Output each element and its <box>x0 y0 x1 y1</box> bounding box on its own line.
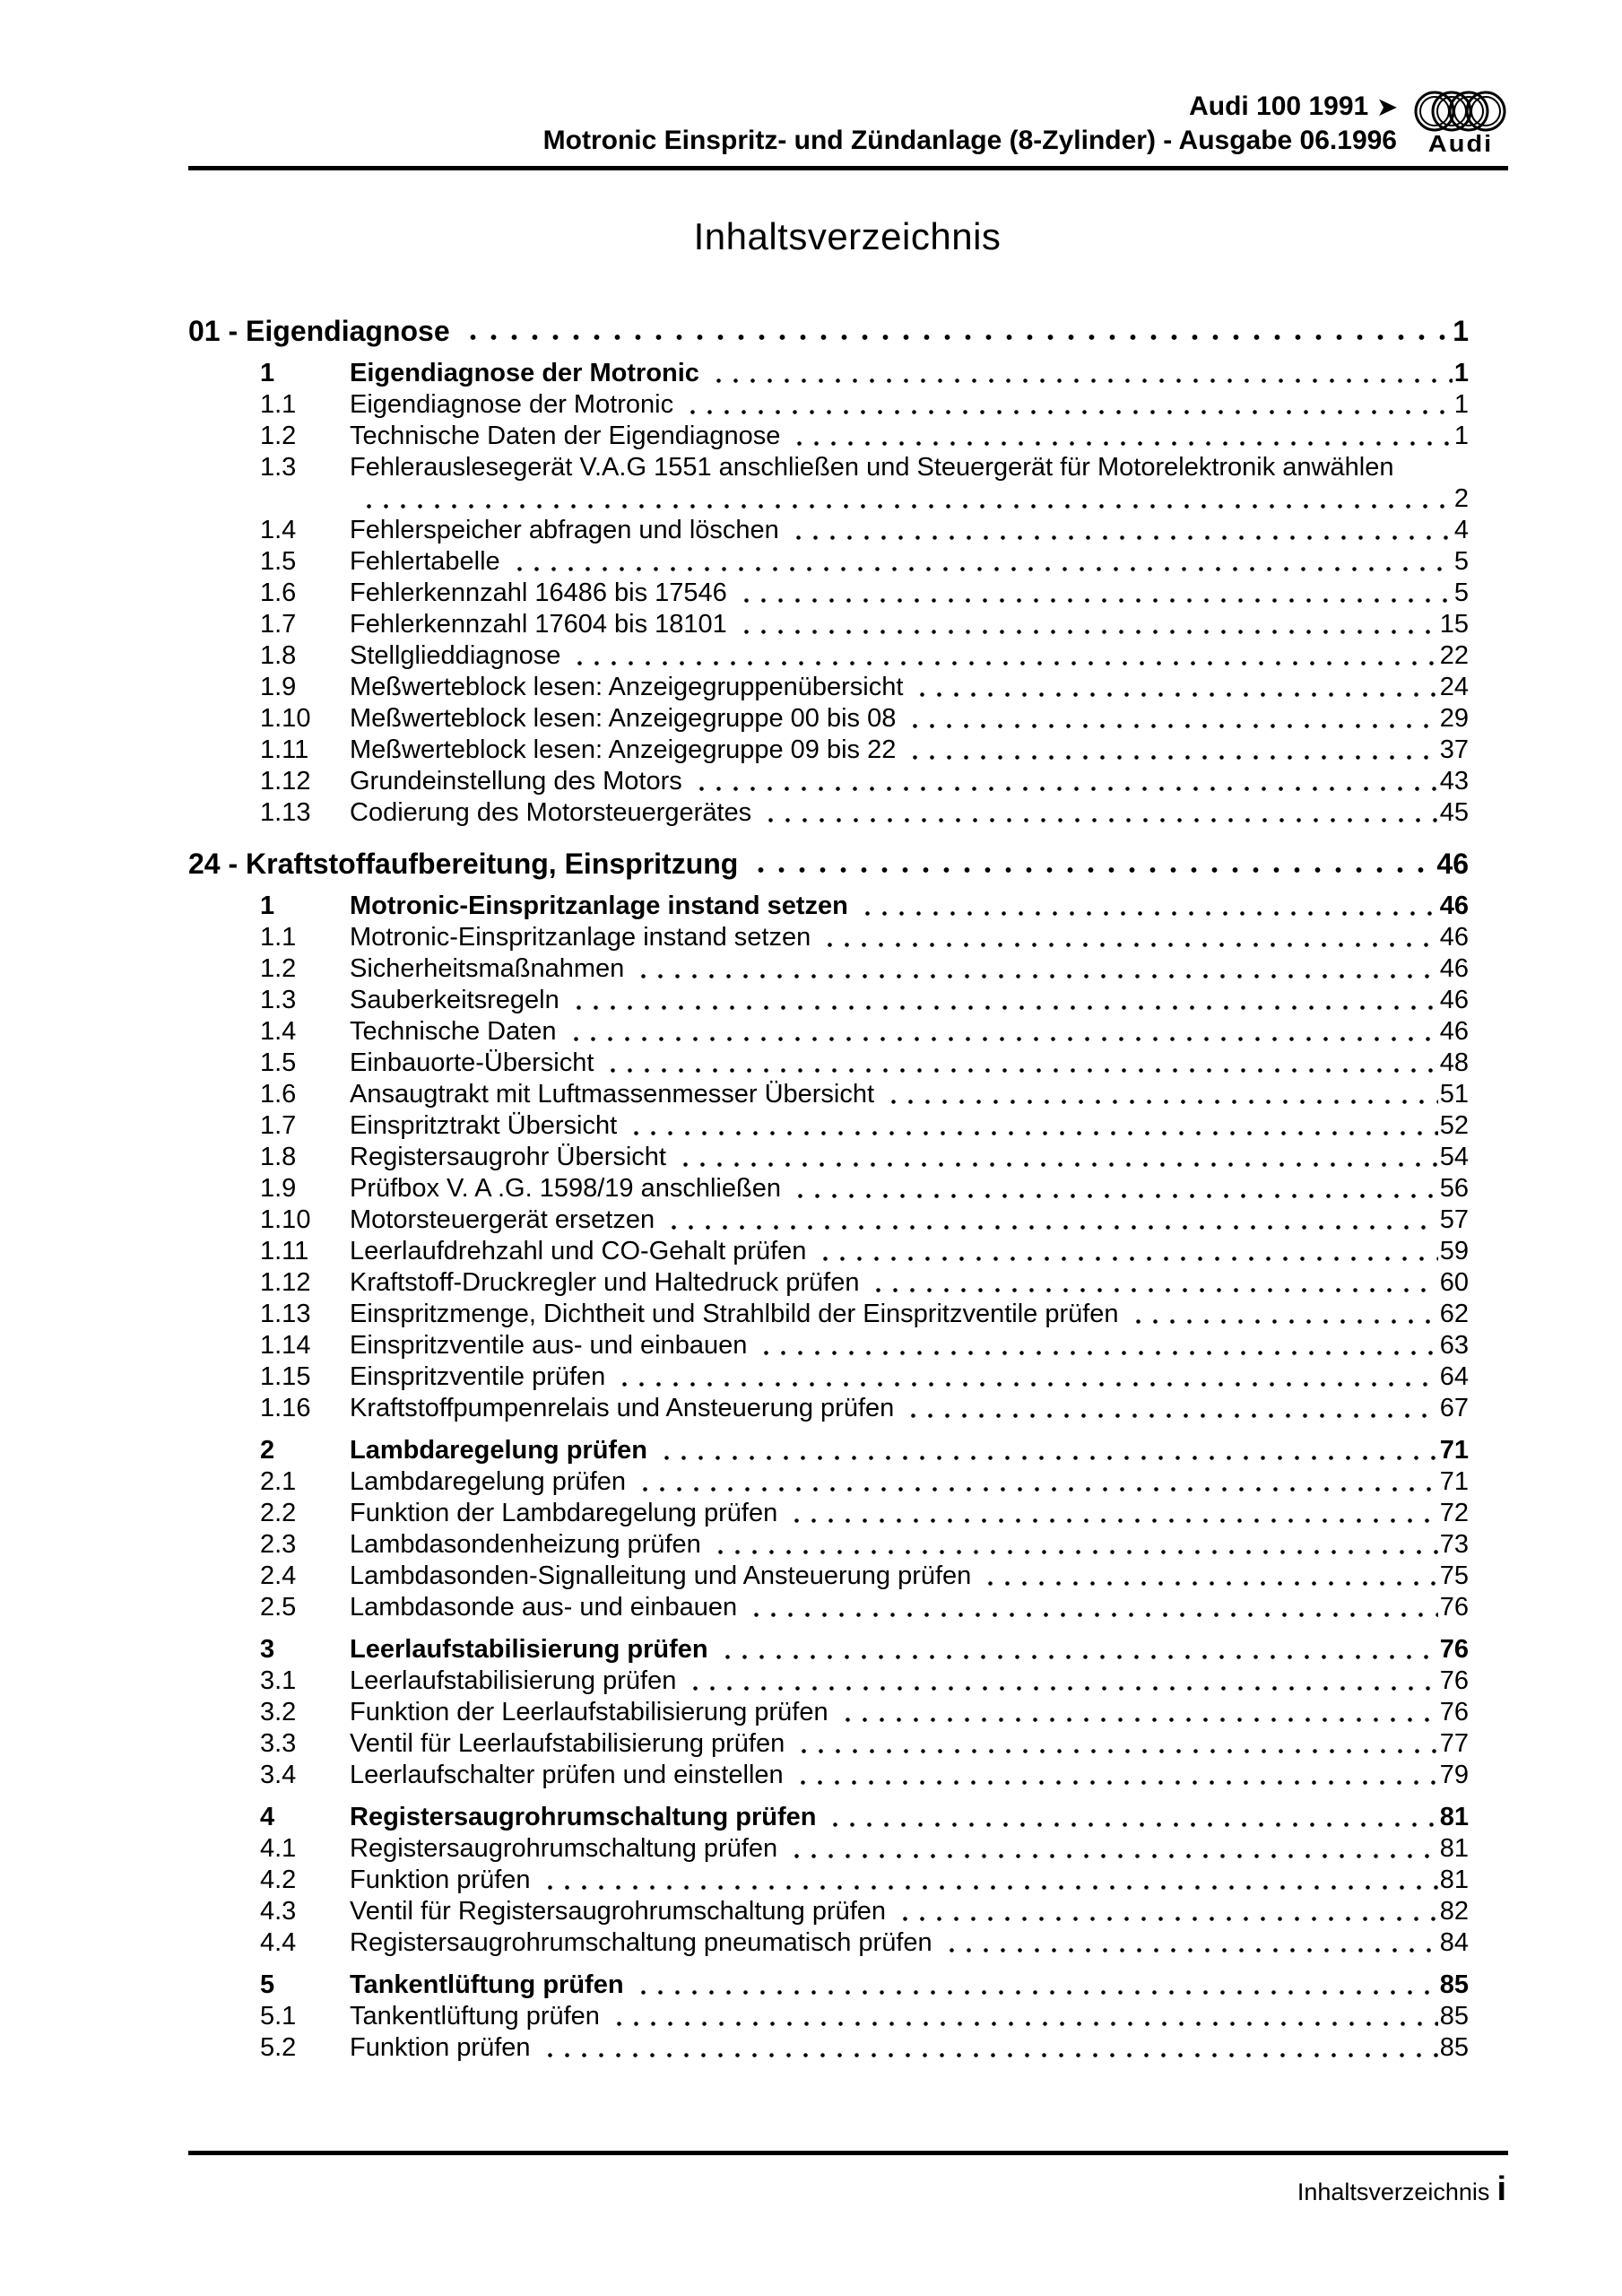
toc-entry <box>188 1435 1469 1466</box>
entry-page-number: 46 <box>1439 891 1469 920</box>
dot-leader-icon <box>662 1205 1438 1236</box>
toc-section-heading <box>188 316 1469 347</box>
entry-title: Leerlaufstabilisierung prüfen <box>350 1666 677 1695</box>
entry-title: Tankentlüftung prüfen <box>350 2002 600 2031</box>
entry-number: 1.4 <box>260 1017 297 1046</box>
entry-page-number: 84 <box>1439 1928 1469 1957</box>
entry-number: 3.3 <box>260 1729 297 1758</box>
entry-number: 1.6 <box>260 1080 297 1109</box>
dot-leader-icon <box>791 1760 1438 1791</box>
entry-page-number: 45 <box>1439 798 1469 827</box>
toc-entry <box>188 1927 1469 1959</box>
footer <box>1297 2170 1506 2209</box>
dot-leader-icon <box>836 1697 1438 1728</box>
entry-page-number: 60 <box>1439 1268 1469 1297</box>
toc-entry <box>188 1728 1469 1760</box>
entry-title: Lambdasonden-Signalleitung und Ansteuerung prüfen <box>350 1561 972 1590</box>
dot-leader-icon <box>881 1079 1438 1110</box>
entry-page-number: 76 <box>1439 1635 1469 1664</box>
dot-leader-icon <box>690 766 1438 797</box>
entry-number: 3.4 <box>260 1761 297 1789</box>
entry-page-number: 85 <box>1439 2033 1469 2062</box>
entry-title: Registersaugrohrumschaltung pneumatisch prüfen <box>350 1928 932 1957</box>
dot-leader-icon <box>457 316 1452 347</box>
toc-entry <box>188 1970 1469 2001</box>
entry-title: Sauberkeitsregeln <box>350 986 559 1014</box>
entry-title: Funktion der Lambdaregelung prüfen <box>350 1499 778 1527</box>
toc-entry <box>188 578 1469 609</box>
entry-page-number: 73 <box>1439 1530 1469 1559</box>
entry-title: Stellglieddiagnose <box>350 641 561 670</box>
entry-title: Technische Daten der Eigendiagnose <box>350 422 781 450</box>
entry-number: 1.3 <box>260 453 297 482</box>
entry-number: 3.2 <box>260 1698 297 1726</box>
entry-page-number: 67 <box>1439 1394 1469 1422</box>
dot-leader-icon <box>624 1110 1438 1142</box>
entry-title: Registersaugrohrumschaltung prüfen <box>350 1803 817 1831</box>
toc-entry <box>188 891 1469 922</box>
toc-entry <box>188 546 1469 578</box>
entry-number: 1.12 <box>260 1268 311 1297</box>
entry-title: Motronic-Einspritzanlage instand setzen <box>350 891 848 920</box>
entry-number: 4.3 <box>260 1897 297 1926</box>
toc-section-heading <box>188 848 1469 880</box>
toc-entry <box>188 922 1469 953</box>
entry-page-number: 15 <box>1439 610 1469 639</box>
toc-entry <box>188 1529 1469 1561</box>
entry-number: 1.8 <box>260 1143 297 1171</box>
dot-leader-icon <box>744 1592 1438 1623</box>
entry-page-number: 5 <box>1453 578 1469 607</box>
entry-title: Prüfbox V. A .G. 1598/19 anschließen <box>350 1174 781 1203</box>
entry-title: Kraftstoff-Druckregler und Haltedruck prüfen <box>350 1268 860 1297</box>
entry-title: Funktion prüfen <box>350 1866 531 1894</box>
dot-leader-icon <box>633 1466 1438 1498</box>
entry-number: 1.15 <box>260 1362 311 1391</box>
toc-entry <box>188 1048 1469 1079</box>
toc-entry <box>188 1173 1469 1205</box>
header-subtitle: Motronic Einspritz- und Zündanlage (8-Zylinder) - Ausgabe 06.1996 <box>542 126 1397 155</box>
toc-entry <box>188 797 1469 829</box>
entry-number: 1.6 <box>260 578 297 607</box>
dot-leader-icon <box>866 1267 1437 1299</box>
entry-page-number: 76 <box>1439 1666 1469 1695</box>
entry-number: 3 <box>260 1635 275 1664</box>
entry-number: 2.3 <box>260 1530 297 1559</box>
entry-number: 2.1 <box>260 1467 297 1496</box>
entry-number: 1 <box>260 359 275 387</box>
toc-entry <box>188 735 1469 766</box>
page-header <box>188 90 1508 170</box>
entry-title: Fehlerkennzahl 17604 bis 18101 <box>350 610 727 639</box>
toc-entry <box>188 609 1469 640</box>
entry-number: 1.7 <box>260 1111 297 1140</box>
entry-page-number: 43 <box>1439 767 1469 796</box>
dot-leader-icon <box>507 546 1453 578</box>
entry-number: 1.11 <box>260 735 309 764</box>
entry-number: 1.5 <box>260 1048 297 1077</box>
dot-leader-icon <box>785 1498 1438 1529</box>
dot-leader-icon <box>813 1236 1437 1267</box>
toc-entry <box>188 1760 1469 1791</box>
section-label: 24 - Kraftstoffaufbereitung, Einspritzung <box>188 848 739 880</box>
entry-page-number: 51 <box>1439 1080 1469 1109</box>
header-model-line <box>543 90 1397 124</box>
entry-number: 1.10 <box>260 1205 311 1234</box>
dot-leader-icon <box>855 891 1438 922</box>
entry-number: 1.4 <box>260 516 297 544</box>
entry-page-number: 62 <box>1439 1300 1469 1328</box>
dot-leader-icon <box>601 1048 1437 1079</box>
header-divider <box>188 166 1508 170</box>
entry-page-number: 46 <box>1439 954 1469 983</box>
entry-title: Meßwerteblock lesen: Anzeigegruppenübersicht <box>350 673 904 701</box>
entry-number: 5 <box>260 1970 275 1999</box>
entry-page-number: 22 <box>1439 641 1469 670</box>
entry-number: 2.2 <box>260 1499 297 1527</box>
dot-leader-icon <box>683 1665 1437 1697</box>
entry-page-number: 85 <box>1439 1970 1469 1999</box>
entry-page-number: 81 <box>1439 1803 1469 1831</box>
entry-page-number: 52 <box>1439 1111 1469 1140</box>
entry-page-number: 64 <box>1439 1362 1469 1391</box>
entry-number: 4.1 <box>260 1834 297 1863</box>
dot-leader-icon <box>1126 1299 1438 1330</box>
entry-page-number: 29 <box>1439 704 1469 733</box>
toc-entry <box>188 1110 1469 1142</box>
entry-page-number: 54 <box>1439 1143 1469 1171</box>
entry-title: Meßwerteblock lesen: Anzeigegruppe 09 bis 22 <box>350 735 897 764</box>
entry-number: 1.1 <box>260 390 297 419</box>
entry-title: Grundeinstellung des Motors <box>350 767 682 796</box>
entry-title: Leerlaufdrehzahl und CO-Gehalt prüfen <box>350 1237 807 1265</box>
dot-leader-icon <box>567 985 1438 1016</box>
entry-page-number: 85 <box>1439 2002 1469 2031</box>
entry-title: Codierung des Motorsteuergerätes <box>350 798 752 827</box>
toc-entry <box>188 1466 1469 1498</box>
entry-page-number: 1 <box>1453 390 1469 419</box>
toc-entry <box>188 953 1469 985</box>
entry-title: Ventil für Registersaugrohrumschaltung prüfen <box>350 1897 887 1926</box>
entry-title: Eigendiagnose der Motronic <box>350 359 699 387</box>
entry-number: 2.5 <box>260 1593 297 1622</box>
section-page-number: 46 <box>1436 848 1469 880</box>
entry-page-number: 79 <box>1439 1761 1469 1789</box>
toc-entry-continuation <box>188 483 1469 515</box>
entry-title: Leerlaufschalter prüfen und einstellen <box>350 1761 784 1789</box>
entry-title: Einspritzmenge, Dichtheit und Strahlbild der Einspritzventile prüfen <box>350 1300 1119 1328</box>
entry-number: 1.13 <box>260 1300 311 1328</box>
section-label: 01 - Eigendiagnose <box>188 315 450 347</box>
entry-title: Lambdasonde aus- und einbauen <box>350 1593 738 1622</box>
toc-entry <box>188 515 1469 546</box>
entry-page-number: 57 <box>1439 1205 1469 1234</box>
dot-leader-icon <box>538 1865 1438 1896</box>
entry-title: Ansaugtrakt mit Luftmassenmesser Übersicht <box>350 1080 875 1109</box>
toc-entry <box>188 1665 1469 1697</box>
section-page-number: 1 <box>1453 315 1469 347</box>
entry-page-number: 46 <box>1439 986 1469 1014</box>
entry-page-number: 71 <box>1439 1467 1469 1496</box>
dot-leader-icon <box>631 953 1437 985</box>
toc-entry <box>188 1142 1469 1173</box>
toc-entry <box>188 1016 1469 1048</box>
dot-leader-icon <box>734 578 1453 609</box>
entry-number: 1.2 <box>260 954 297 983</box>
entry-number: 1.3 <box>260 986 297 1014</box>
toc-entry <box>188 1236 1469 1267</box>
entry-number: 4.4 <box>260 1928 297 1957</box>
toc-entry <box>188 1393 1469 1424</box>
toc-entry <box>188 1361 1469 1393</box>
entry-page-number: 24 <box>1439 673 1469 701</box>
entry-page-number: 71 <box>1439 1436 1469 1465</box>
dot-leader-icon <box>745 848 1435 880</box>
footer-divider <box>188 2151 1508 2155</box>
toc <box>188 316 1469 2064</box>
dot-leader-icon <box>910 672 1437 703</box>
toc-entry <box>188 2032 1469 2064</box>
dot-leader-icon <box>788 1173 1438 1205</box>
entry-title: Einspritzventile prüfen <box>350 1362 606 1391</box>
entry-number: 1.11 <box>260 1237 309 1265</box>
entry-number: 1.13 <box>260 798 311 827</box>
toc-entry <box>188 672 1469 703</box>
entry-title: Motorsteuergerät ersetzen <box>350 1205 655 1234</box>
dot-leader-icon <box>903 735 1437 766</box>
dot-leader-icon <box>564 1016 1438 1048</box>
dot-leader-icon <box>786 515 1453 546</box>
dot-leader-icon <box>357 483 1453 515</box>
entry-number: 1.14 <box>260 1331 311 1360</box>
entry-number: 1.5 <box>260 547 297 576</box>
entry-number: 1.2 <box>260 422 297 450</box>
entry-page-number: 82 <box>1439 1897 1469 1926</box>
dot-leader-icon <box>673 1142 1438 1173</box>
entry-number: 1.16 <box>260 1394 311 1422</box>
entry-title: Sicherheitsmaßnahmen <box>350 954 625 983</box>
audi-rings-icon <box>1413 90 1508 133</box>
dot-leader-icon <box>655 1435 1438 1466</box>
entry-page-number: 72 <box>1439 1499 1469 1527</box>
dot-leader-icon <box>903 703 1437 735</box>
footer-label: Inhaltsverzeichnis <box>1297 2179 1490 2205</box>
toc-entry <box>188 1267 1469 1299</box>
page-title: Inhaltsverzeichnis <box>693 215 1002 257</box>
entry-number: 2 <box>260 1436 275 1465</box>
entry-title: Ventil für Leerlaufstabilisierung prüfen <box>350 1729 785 1758</box>
toc-entry <box>188 1802 1469 1833</box>
entry-title: Einspritzventile aus- und einbauen <box>350 1331 748 1360</box>
toc-entry <box>188 1299 1469 1330</box>
entry-number: 5.1 <box>260 2002 297 2031</box>
entry-page-number: 76 <box>1439 1593 1469 1622</box>
dot-leader-icon <box>612 1361 1437 1393</box>
dot-leader-icon <box>978 1561 1437 1592</box>
entry-page-number: 76 <box>1439 1698 1469 1726</box>
toc-entry <box>188 1079 1469 1110</box>
entry-title: Lambdaregelung prüfen <box>350 1436 647 1465</box>
entry-page-number: 1 <box>1453 359 1469 387</box>
entry-number: 1.8 <box>260 641 297 670</box>
dot-leader-icon <box>792 1728 1437 1760</box>
entry-title: Eigendiagnose der Motronic <box>350 390 674 419</box>
entry-title: Meßwerteblock lesen: Anzeigegruppe 00 bis 08 <box>350 704 897 733</box>
entry-title: Funktion prüfen <box>350 2033 531 2062</box>
toc-entry <box>188 1330 1469 1361</box>
dot-leader-icon <box>754 1330 1437 1361</box>
entry-title: Kraftstoffpumpenrelais und Ansteuerung prüfen <box>350 1394 895 1422</box>
model-text: Audi 100 1991 <box>1189 91 1369 121</box>
entry-title: Leerlaufstabilisierung prüfen <box>350 1635 708 1664</box>
entry-number: 1.9 <box>260 673 297 701</box>
entry-number: 4.2 <box>260 1866 297 1894</box>
entry-page-number: 37 <box>1439 735 1469 764</box>
audi-logo <box>1413 90 1508 158</box>
toc-entry <box>188 2001 1469 2032</box>
entry-title: Technische Daten <box>350 1017 557 1046</box>
entry-page-number: 46 <box>1439 923 1469 952</box>
entry-title: Fehlerauslesegerät V.A.G 1551 anschließen und Steuergerät für Motorelektronik anwählen <box>350 453 1394 482</box>
toc-entry <box>188 452 1469 483</box>
toc-entry <box>188 1634 1469 1665</box>
dot-leader-icon <box>568 640 1437 672</box>
entry-number: 3.1 <box>260 1666 297 1695</box>
dot-leader-icon <box>681 389 1453 421</box>
toc-entry <box>188 421 1469 452</box>
toc-entry <box>188 1205 1469 1236</box>
footer-page-number: i <box>1496 2170 1506 2208</box>
dot-leader-icon <box>787 421 1452 452</box>
entry-title: Lambdasondenheizung prüfen <box>350 1530 701 1559</box>
entry-number: 1.9 <box>260 1174 297 1203</box>
toc-entry <box>188 640 1469 672</box>
audi-wordmark: Audi <box>1427 131 1494 158</box>
dot-leader-icon <box>631 1970 1438 2001</box>
toc-entry <box>188 1697 1469 1728</box>
dot-leader-icon <box>607 2001 1438 2032</box>
entry-page-number: 77 <box>1439 1729 1469 1758</box>
toc-entry <box>188 1592 1469 1623</box>
entry-page-number: 75 <box>1439 1561 1469 1590</box>
entry-title: Registersaugrohrumschaltung prüfen <box>350 1834 778 1863</box>
entry-number: 1.12 <box>260 767 311 796</box>
entry-number: 5.2 <box>260 2033 297 2062</box>
dot-leader-icon <box>818 922 1438 953</box>
arrow-right-icon: ➤ <box>1377 93 1397 120</box>
entry-page-number: 2 <box>1453 484 1469 513</box>
entry-page-number: 4 <box>1453 516 1469 544</box>
entry-title: Tankentlüftung prüfen <box>350 1970 624 1999</box>
dot-leader-icon <box>716 1634 1438 1665</box>
entry-number: 1 <box>260 891 275 920</box>
toc-entry <box>188 1865 1469 1896</box>
toc-entry <box>188 1896 1469 1927</box>
entry-page-number: 1 <box>1453 422 1469 450</box>
dot-leader-icon <box>708 1529 1438 1561</box>
dot-leader-icon <box>901 1393 1437 1424</box>
entry-page-number: 59 <box>1439 1237 1469 1265</box>
entry-title: Lambdaregelung prüfen <box>350 1467 626 1496</box>
entry-title: Einbauorte-Übersicht <box>350 1048 594 1077</box>
dot-leader-icon <box>707 358 1453 389</box>
entry-number: 1.10 <box>260 704 311 733</box>
entry-page-number: 81 <box>1439 1866 1469 1894</box>
entry-title: Motronic-Einspritzanlage instand setzen <box>350 923 811 952</box>
toc-entry <box>188 766 1469 797</box>
entry-number: 2.4 <box>260 1561 297 1590</box>
entry-title: Fehlerspeicher abfragen und löschen <box>350 516 779 544</box>
entry-page-number: 81 <box>1439 1834 1469 1863</box>
entry-page-number: 46 <box>1439 1017 1469 1046</box>
dot-leader-icon <box>940 1927 1438 1959</box>
dot-leader-icon <box>538 2032 1438 2064</box>
dot-leader-icon <box>734 609 1438 640</box>
entry-title: Fehlerkennzahl 16486 bis 17546 <box>350 578 727 607</box>
toc-entry <box>188 1561 1469 1592</box>
toc-entry <box>188 1498 1469 1529</box>
entry-title: Funktion der Leerlaufstabilisierung prüfen <box>350 1698 828 1726</box>
entry-page-number: 48 <box>1439 1048 1469 1077</box>
toc-entry <box>188 1833 1469 1865</box>
entry-title: Registersaugrohr Übersicht <box>350 1143 666 1171</box>
entry-page-number: 56 <box>1439 1174 1469 1203</box>
entry-number: 1.7 <box>260 610 297 639</box>
entry-page-number: 63 <box>1439 1331 1469 1360</box>
entry-number: 4 <box>260 1803 275 1831</box>
dot-leader-icon <box>785 1833 1438 1865</box>
dot-leader-icon <box>759 797 1438 829</box>
dot-leader-icon <box>823 1802 1437 1833</box>
toc-entry <box>188 703 1469 735</box>
entry-number: 1.1 <box>260 923 297 952</box>
dot-leader-icon <box>893 1896 1438 1927</box>
entry-page-number: 5 <box>1453 547 1469 576</box>
toc-entry <box>188 389 1469 421</box>
toc-entry <box>188 985 1469 1016</box>
toc-entry <box>188 358 1469 389</box>
entry-title: Fehlertabelle <box>350 547 500 576</box>
entry-title: Einspritztrakt Übersicht <box>350 1111 618 1140</box>
